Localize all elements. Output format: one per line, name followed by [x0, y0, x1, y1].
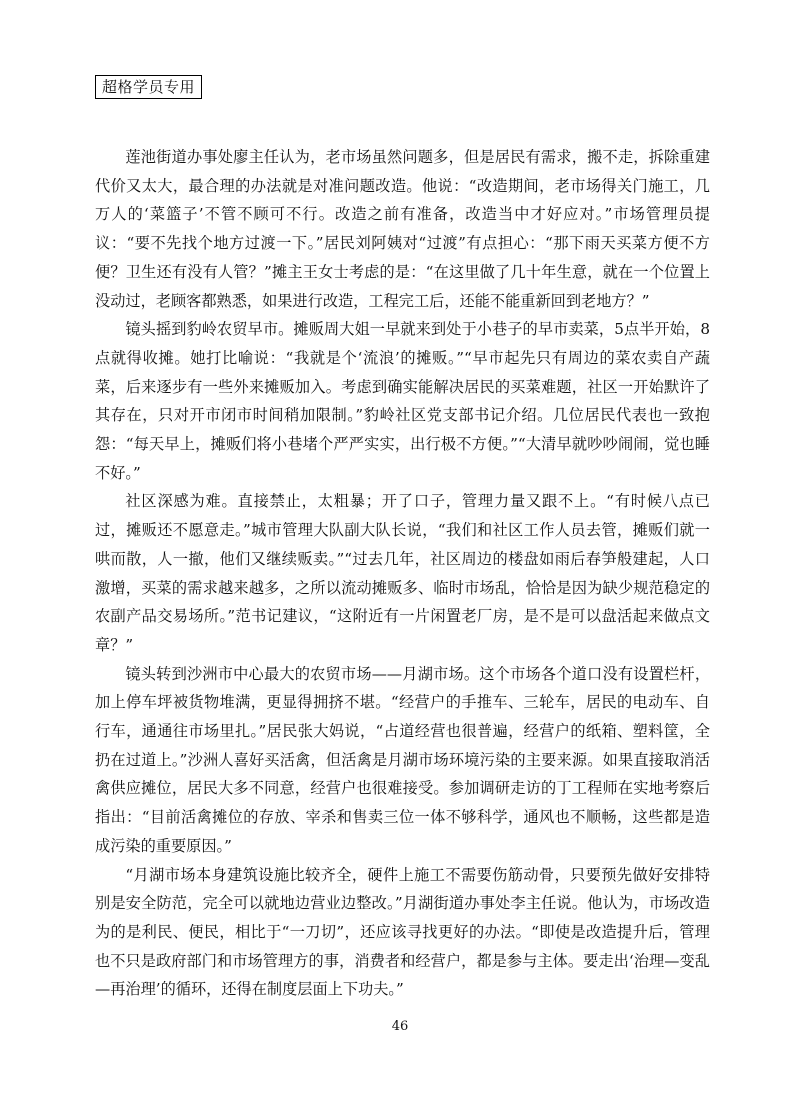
paragraph: 莲池街道办事处廖主任认为，老市场虽然问题多，但是居民有需求，搬不走，拆除重建代价又太大，最合理的办法就是对准问题改造。他说：“改造期间，老市场得关门施工，几万人的‘菜篮子’不管不顾可不行。改造之前有准备，改造当中才好应对。”市场管理员提议：“要不先找个地方过渡一下。”居民刘阿姨对“过渡”有点担心：“那下雨天买菜方便不方便？卫生还有没有人管？”摊主王女士考虑的是：“在这里做了几十年生意，就在一个位置上没动过，老顾客都熟悉，如果进行改造，工程完工后，还能不能重新回到老地方？” [95, 148, 710, 310]
paragraph: 镜头摇到豹岭农贸早市。摊贩周大姐一早就来到处于小巷子的早市卖菜，5点半开始，8点就得收摊。她打比喻说：“我就是个‘流浪’的摊贩。”“早市起先只有周边的菜农卖自产蔬菜，后来逐步有一些外来摊贩加入。考虑到确实能解决居民的买菜难题，社区一开始默许了其存在，只对开市闭市时间稍加限制。”豹岭社区党支部书记介绍。几位居民代表也一致抱怨：“每天早上，摊贩们将小巷堵个严严实实，出行极不方便。”“大清早就吵吵闹闹，觉也睡不好。” [95, 320, 710, 482]
page-number: 46 [391, 1019, 409, 1034]
paragraph: 社区深感为难。直接禁止，太粗暴；开了口子，管理力量又跟不上。“有时候八点已过，摊贩还不愿意走。”城市管理大队副大队长说，“我们和社区工作人员去管，摊贩们就一哄而散，人一撤，他们又继续贩卖。”“过去几年，社区周边的楼盘如雨后春笋般建起，人口激增，买菜的需求越来越多，之所以流动摊贩多、临时市场乱，恰恰是因为缺少规范稳定的农副产品交易场所。”范书记建议，“这附近有一片闲置老厂房，是不是可以盘活起来做点文章？” [95, 492, 710, 654]
paragraph: “月湖市场本身建筑设施比较齐全，硬件上施工不需要伤筋动骨，只要预先做好安排特别是安全防范，完全可以就地边营业边整改。”月湖街道办事处李主任说。他认为，市场改造为的是利民、便民，相比于“一刀切”，还应该寻找更好的办法。“即使是改造提升后，管理也不只是政府部门和市场管理方的事，消费者和经营户，都是参与主体。要走出‘治理—变乱—再治理’的循环，还得在制度层面上下功夫。” [95, 865, 710, 999]
paragraph: 镜头转到沙洲市中心最大的农贸市场——月湖市场。这个市场各个道口没有设置栏杆，加上停车坪被货物堆满，更显得拥挤不堪。“经营户的手推车、三轮车，居民的电动车、自行车，通通往市场里扎。”居民张大妈说，“占道经营也很普遍，经营户的纸箱、塑料筐，全扔在过道上。”沙洲人喜好买活禽，但活禽是月湖市场环境污染的主要来源。如果直接取消活禽供应摊位，居民大多不同意，经营户也很难接受。参加调研走访的丁工程师在实地考察后指出：“目前活禽摊位的存放、宰杀和售卖三位一体不够科学，通风也不顺畅，这些都是造成污染的重要原因。” [95, 664, 710, 855]
header-tag: 超格学员专用 [95, 75, 202, 99]
article-body [95, 143, 710, 1004]
